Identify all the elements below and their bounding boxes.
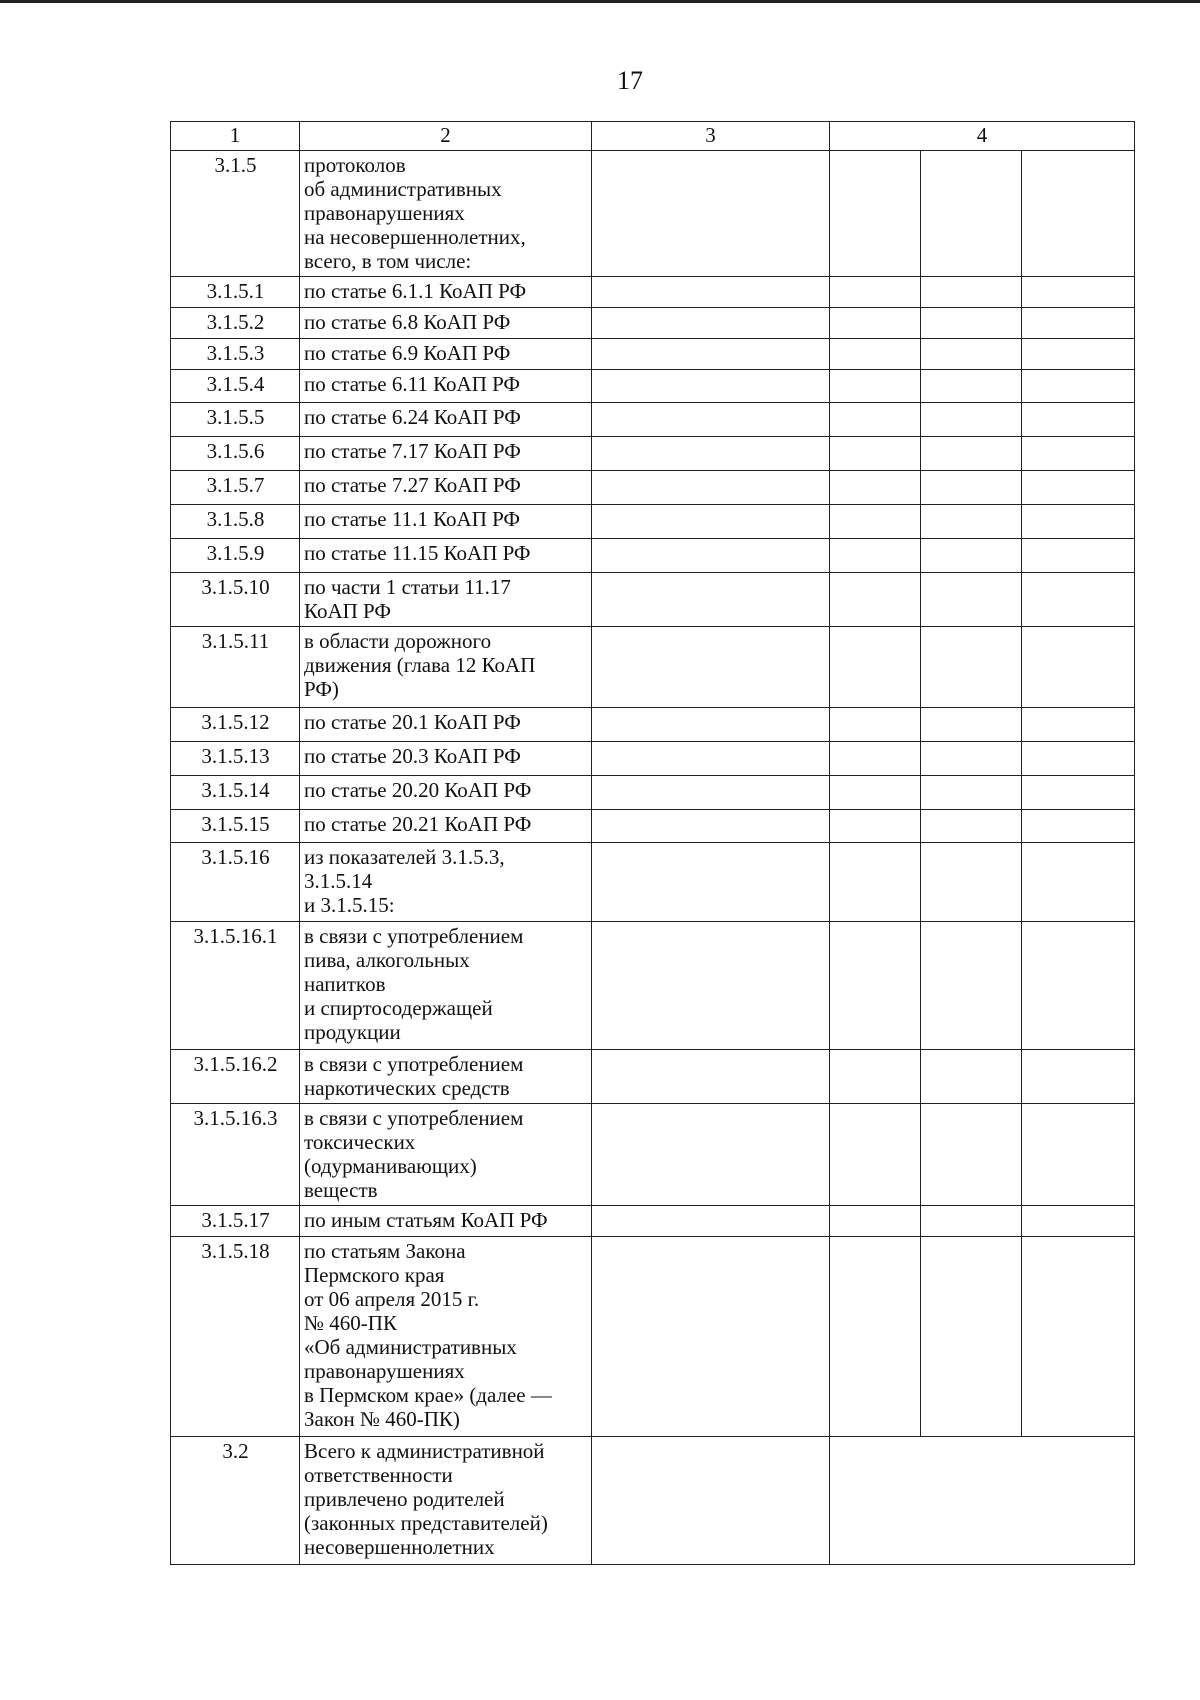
empty-cell (1022, 742, 1135, 776)
table-row (171, 505, 1135, 539)
empty-cell (1022, 437, 1135, 471)
empty-cell (921, 308, 1022, 339)
row-description: по статье 7.17 КоАП РФ (300, 437, 592, 471)
empty-cell (592, 151, 830, 277)
table-row (171, 1437, 1135, 1565)
table-row (171, 539, 1135, 573)
row-number: 3.1.5.10 (171, 573, 300, 627)
empty-cell (1022, 776, 1135, 810)
empty-cell (1022, 573, 1135, 627)
empty-cell (921, 627, 1022, 708)
empty-cell (592, 403, 830, 437)
empty-cell (921, 1050, 1022, 1104)
report-table (170, 121, 1135, 1565)
empty-cell (921, 339, 1022, 370)
row-number: 3.1.5.2 (171, 308, 300, 339)
row-number: 3.1.5.12 (171, 708, 300, 742)
empty-cell (830, 708, 921, 742)
row-description: по статье 11.1 КоАП РФ (300, 505, 592, 539)
empty-cell (1022, 843, 1135, 922)
empty-cell (921, 573, 1022, 627)
column-header: 2 (300, 122, 592, 151)
row-number: 3.1.5.11 (171, 627, 300, 708)
row-description: по статье 6.11 КоАП РФ (300, 370, 592, 403)
empty-cell (830, 627, 921, 708)
empty-cell (830, 1206, 921, 1237)
empty-cell (1022, 627, 1135, 708)
empty-cell (1022, 339, 1135, 370)
empty-cell (830, 471, 921, 505)
empty-cell (830, 742, 921, 776)
row-number: 3.1.5.16.1 (171, 922, 300, 1050)
row-description: по статье 20.20 КоАП РФ (300, 776, 592, 810)
empty-cell (830, 370, 921, 403)
table-row (171, 370, 1135, 403)
row-number: 3.1.5.16 (171, 843, 300, 922)
row-description: по статье 6.8 КоАП РФ (300, 308, 592, 339)
row-number: 3.1.5.4 (171, 370, 300, 403)
row-description: по иным статьям КоАП РФ (300, 1206, 592, 1237)
row-description: по статье 20.1 КоАП РФ (300, 708, 592, 742)
table-row (171, 277, 1135, 308)
row-description: по статье 6.1.1 КоАП РФ (300, 277, 592, 308)
empty-cell (830, 1237, 921, 1437)
row-number: 3.1.5 (171, 151, 300, 277)
row-number: 3.1.5.6 (171, 437, 300, 471)
table-row (171, 776, 1135, 810)
empty-cell (830, 843, 921, 922)
empty-cell (1022, 308, 1135, 339)
table-row (171, 708, 1135, 742)
row-description: по статье 6.24 КоАП РФ (300, 403, 592, 437)
column-header: 3 (592, 122, 830, 151)
empty-cell (1022, 810, 1135, 843)
table-row (171, 1237, 1135, 1437)
row-description: в связи с употреблением пива, алкогольных напитков и спиртосодержащей продукции (300, 922, 592, 1050)
row-description: по статье 6.9 КоАП РФ (300, 339, 592, 370)
row-description: в связи с употреблением токсических (одурманивающих) веществ (300, 1104, 592, 1206)
row-number: 3.1.5.8 (171, 505, 300, 539)
empty-cell (921, 277, 1022, 308)
row-description: протоколов об административных правонарушениях на несовершеннолетних, всего, в том числе: (300, 151, 592, 277)
row-description: по статье 20.21 КоАП РФ (300, 810, 592, 843)
table-row (171, 1104, 1135, 1206)
empty-cell (830, 151, 921, 277)
empty-cell (830, 277, 921, 308)
empty-cell (1022, 277, 1135, 308)
row-number: 3.1.5.14 (171, 776, 300, 810)
page-number: 17 (617, 66, 643, 95)
empty-cell (921, 370, 1022, 403)
column-header: 4 (830, 122, 1135, 151)
empty-cell (592, 339, 830, 370)
row-number: 3.1.5.13 (171, 742, 300, 776)
empty-cell (921, 708, 1022, 742)
empty-cell (592, 1050, 830, 1104)
empty-cell (1022, 471, 1135, 505)
row-description: по статье 11.15 КоАП РФ (300, 539, 592, 573)
table-row (171, 742, 1135, 776)
table-row (171, 1206, 1135, 1237)
row-description: в связи с употреблением наркотических средств (300, 1050, 592, 1104)
empty-cell (1022, 1237, 1135, 1437)
row-number: 3.1.5.18 (171, 1237, 300, 1437)
empty-cell (1022, 505, 1135, 539)
row-description: Всего к административной ответственности привлечено родителей (законных представителей) несовершеннолетних (300, 1437, 592, 1565)
column-header: 1 (171, 122, 300, 151)
row-description: в области дорожного движения (глава 12 КоАП РФ) (300, 627, 592, 708)
row-number: 3.1.5.5 (171, 403, 300, 437)
table-row (171, 339, 1135, 370)
row-description: из показателей 3.1.5.3, 3.1.5.14 и 3.1.5.15: (300, 843, 592, 922)
empty-cell (830, 505, 921, 539)
row-description: по статьям Закона Пермского края от 06 апреля 2015 г. № 460-ПК «Об административных правонарушениях в Пермском крае» (далее — Закон № 460-ПК) (300, 1237, 592, 1437)
empty-cell (921, 776, 1022, 810)
empty-cell (830, 776, 921, 810)
empty-cell (921, 810, 1022, 843)
empty-cell (592, 1437, 830, 1565)
row-number: 3.1.5.15 (171, 810, 300, 843)
empty-cell (1022, 1050, 1135, 1104)
empty-cell (592, 843, 830, 922)
empty-cell (592, 437, 830, 471)
empty-cell (830, 308, 921, 339)
row-number: 3.1.5.7 (171, 471, 300, 505)
empty-cell (592, 776, 830, 810)
empty-cell (921, 843, 1022, 922)
row-number: 3.2 (171, 1437, 300, 1565)
empty-cell (592, 1104, 830, 1206)
empty-cell (592, 573, 830, 627)
empty-cell (592, 810, 830, 843)
empty-cell (830, 339, 921, 370)
empty-cell (830, 922, 921, 1050)
empty-cell (921, 151, 1022, 277)
empty-cell (592, 708, 830, 742)
top-border-line (0, 0, 1200, 3)
empty-cell (921, 505, 1022, 539)
empty-cell (592, 277, 830, 308)
empty-cell (592, 471, 830, 505)
table-header-row (171, 122, 1135, 151)
empty-cell (830, 1050, 921, 1104)
row-description: по статье 20.3 КоАП РФ (300, 742, 592, 776)
table-row (171, 1050, 1135, 1104)
empty-cell (921, 403, 1022, 437)
empty-cell (1022, 151, 1135, 277)
row-number: 3.1.5.9 (171, 539, 300, 573)
empty-cell (592, 627, 830, 708)
table-row (171, 627, 1135, 708)
empty-cell (592, 742, 830, 776)
row-description: по части 1 статьи 11.17 КоАП РФ (300, 573, 592, 627)
empty-cell (1022, 370, 1135, 403)
empty-cell (921, 471, 1022, 505)
empty-cell (592, 370, 830, 403)
empty-cell (592, 308, 830, 339)
table-row (171, 437, 1135, 471)
row-number: 3.1.5.17 (171, 1206, 300, 1237)
empty-cell (830, 810, 921, 843)
empty-cell (1022, 1206, 1135, 1237)
empty-cell (921, 437, 1022, 471)
table-row (171, 308, 1135, 339)
empty-cell (830, 1437, 1135, 1565)
empty-cell (921, 1206, 1022, 1237)
empty-cell (830, 437, 921, 471)
empty-cell (592, 539, 830, 573)
table-row (171, 922, 1135, 1050)
empty-cell (1022, 708, 1135, 742)
empty-cell (1022, 922, 1135, 1050)
empty-cell (830, 1104, 921, 1206)
empty-cell (592, 1206, 830, 1237)
empty-cell (921, 1104, 1022, 1206)
empty-cell (921, 1237, 1022, 1437)
empty-cell (592, 1237, 830, 1437)
empty-cell (592, 922, 830, 1050)
empty-cell (592, 505, 830, 539)
row-number: 3.1.5.1 (171, 277, 300, 308)
table-row (171, 573, 1135, 627)
empty-cell (921, 742, 1022, 776)
empty-cell (921, 539, 1022, 573)
empty-cell (830, 539, 921, 573)
empty-cell (830, 403, 921, 437)
table-row (171, 151, 1135, 277)
table-row (171, 403, 1135, 437)
row-description: по статье 7.27 КоАП РФ (300, 471, 592, 505)
empty-cell (1022, 1104, 1135, 1206)
empty-cell (921, 922, 1022, 1050)
table-row (171, 843, 1135, 922)
row-number: 3.1.5.16.2 (171, 1050, 300, 1104)
table-row (171, 471, 1135, 505)
empty-cell (1022, 403, 1135, 437)
row-number: 3.1.5.3 (171, 339, 300, 370)
table-row (171, 810, 1135, 843)
empty-cell (1022, 539, 1135, 573)
row-number: 3.1.5.16.3 (171, 1104, 300, 1206)
empty-cell (830, 573, 921, 627)
